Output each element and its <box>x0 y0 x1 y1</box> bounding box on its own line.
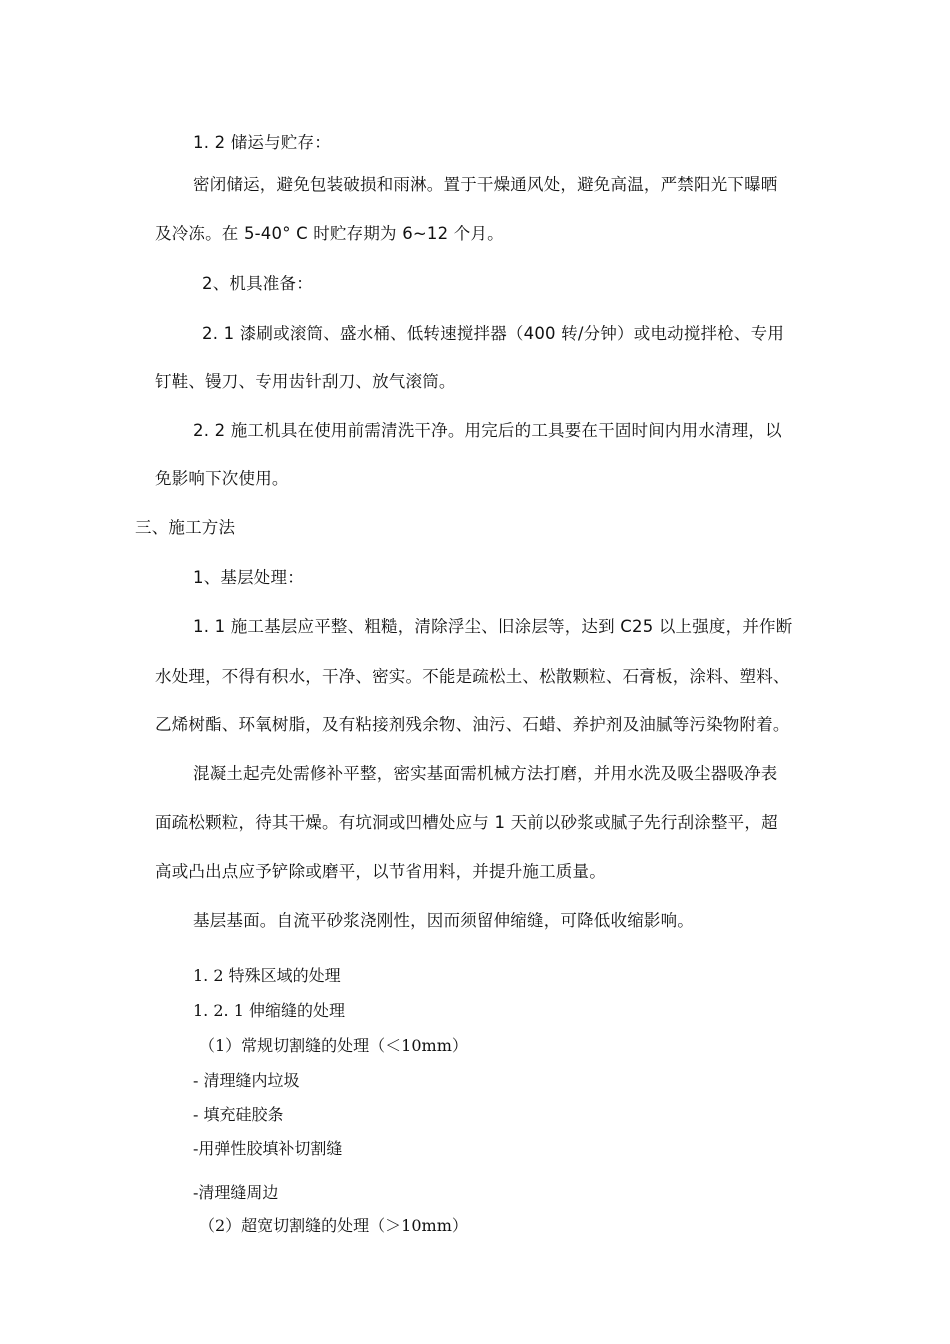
paragraph-line: 2. 2 施工机具在使用前需清洗干净。用完后的工具要在干固时间内用水清理，以 <box>193 421 782 440</box>
paragraph-line: 乙烯树酯、环氧树脂，及有粘接剂残余物、油污、石蜡、养护剂及油腻等污染物附着。 <box>155 715 790 734</box>
list-heading-wide-cut: （2）超宽切割缝的处理（＞10mm） <box>199 1216 468 1235</box>
paragraph-line: 混凝土起壳处需修补平整，密实基面需机械方法打磨，并用水洗及吸尘器吸净表 <box>193 764 778 783</box>
paragraph-line: 水处理，不得有积水，干净、密实。不能是疏松土、松散颗粒、石膏板，涂料、塑料、 <box>155 667 790 686</box>
paragraph-line: 及冷冻。在 5-40° C 时贮存期为 6~12 个月。 <box>155 224 504 243</box>
paragraph-line: 2. 1 漆刷或滚筒、盛水桶、低转速搅拌器（400 转/分钟）或电动搅拌枪、专用 <box>202 324 785 343</box>
list-item: - 填充硅胶条 <box>193 1105 284 1124</box>
subsection-heading-1-2: 1. 2 特殊区域的处理 <box>193 966 341 985</box>
list-item: - 清理缝内垃圾 <box>193 1071 300 1090</box>
list-item: -用弹性胶填补切割缝 <box>193 1139 343 1158</box>
subsection-heading-1-2-1: 1. 2. 1 伸缩缝的处理 <box>193 1001 345 1020</box>
paragraph-line: 基层基面。自流平砂浆浇刚性，因而须留伸缩缝，可降低收缩影响。 <box>193 911 694 930</box>
section-heading-2: 2、机具准备： <box>202 274 313 293</box>
section-heading-base-treatment: 1、基层处理： <box>193 568 304 587</box>
chapter-heading-3: 三、施工方法 <box>135 518 236 537</box>
list-heading-regular-cut: （1）常规切割缝的处理（＜10mm） <box>199 1036 468 1055</box>
paragraph-line: 钉鞋、镘刀、专用齿针刮刀、放气滚筒。 <box>155 372 456 391</box>
section-heading-1-2: 1. 2 储运与贮存： <box>193 133 331 152</box>
paragraph-line: 免影响下次使用。 <box>155 469 289 488</box>
paragraph-line: 1. 1 施工基层应平整、粗糙，清除浮尘、旧涂层等，达到 C25 以上强度，并作断 <box>193 617 793 636</box>
list-item: -清理缝周边 <box>193 1183 279 1202</box>
paragraph-line: 面疏松颗粒，待其干燥。有坑洞或凹槽处应与 1 天前以砂浆或腻子先行刮涂整平，超 <box>155 813 778 832</box>
paragraph-line: 密闭储运，避免包装破损和雨淋。置于干燥通风处，避免高温，严禁阳光下曝晒 <box>193 175 778 194</box>
paragraph-line: 高或凸出点应予铲除或磨平，以节省用料，并提升施工质量。 <box>155 862 606 881</box>
